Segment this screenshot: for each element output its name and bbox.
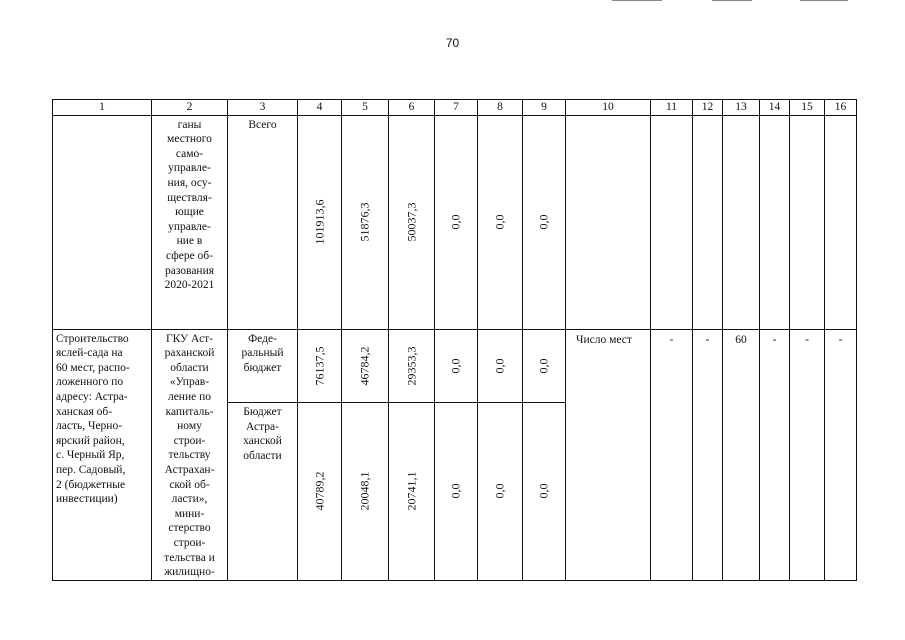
- top-edge-rule: [800, 0, 848, 1]
- column-header: 16: [825, 100, 857, 116]
- indicator-value-cell: -: [790, 329, 825, 580]
- column-header: 8: [478, 100, 523, 116]
- amount-value: 101913,6: [312, 199, 327, 245]
- funding-source-cell: Бюджет Астра- ханской области: [228, 402, 298, 580]
- column-header: 12: [693, 100, 723, 116]
- amount-value: 46784,2: [357, 346, 372, 386]
- indicator-value-cell: [723, 115, 760, 329]
- column-header: 14: [760, 100, 790, 116]
- amount-value: 50037,3: [404, 202, 419, 242]
- amount-value: 0,0: [536, 483, 551, 499]
- indicator-value-cell: -: [693, 329, 723, 580]
- amount-value: 0,0: [492, 358, 507, 374]
- amount-cell: [298, 115, 342, 329]
- column-header: 4: [298, 100, 342, 116]
- budget-table: [52, 99, 857, 581]
- amount-value: 0,0: [448, 358, 463, 374]
- column-header: 11: [651, 100, 693, 116]
- table-row: [53, 115, 857, 329]
- amount-value: 0,0: [448, 483, 463, 499]
- column-header: 13: [723, 100, 760, 116]
- indicator-value-cell: -: [760, 329, 790, 580]
- indicator-value-cell: 60: [723, 329, 760, 580]
- indicator-cell: [566, 115, 651, 329]
- column-header: 2: [152, 100, 228, 116]
- indicator-value-cell: -: [825, 329, 857, 580]
- column-header: 15: [790, 100, 825, 116]
- amount-cell: [298, 402, 342, 580]
- amount-value: 0,0: [448, 214, 463, 230]
- indicator-value-cell: -: [651, 329, 693, 580]
- column-header: 6: [389, 100, 435, 116]
- top-edge-rule: [712, 0, 752, 1]
- column-header: 1: [53, 100, 152, 116]
- amount-cell: [389, 402, 435, 580]
- amount-cell: [478, 329, 523, 402]
- amount-value: 51876,3: [357, 202, 372, 242]
- amount-value: 0,0: [492, 483, 507, 499]
- amount-value: 0,0: [536, 358, 551, 374]
- amount-cell: [478, 115, 523, 329]
- column-header: 10: [566, 100, 651, 116]
- indicator-value-cell: [825, 115, 857, 329]
- amount-value: 0,0: [492, 214, 507, 230]
- amount-cell: [478, 402, 523, 580]
- amount-cell: [523, 402, 566, 580]
- amount-value: 0,0: [536, 214, 551, 230]
- amount-cell: [342, 402, 389, 580]
- amount-value: 20741,1: [404, 471, 419, 511]
- column-header: 7: [435, 100, 478, 116]
- amount-value: 29353,3: [404, 346, 419, 386]
- column-header: 5: [342, 100, 389, 116]
- amount-value: 76137,5: [312, 346, 327, 386]
- column-number-row: [53, 100, 857, 116]
- indicator-value-cell: [693, 115, 723, 329]
- amount-value: 40789,2: [312, 471, 327, 511]
- amount-cell: [435, 329, 478, 402]
- indicator-value-cell: [760, 115, 790, 329]
- amount-cell: [298, 329, 342, 402]
- executor-cell: ганы местного само- управле- ния, осу- ществля- ющие управле- ние в сфере об- разования 2020-2021: [152, 115, 228, 329]
- amount-cell: [342, 329, 389, 402]
- executor-cell: ГКУ Аст- раханской области «Управ- ление по капиталь- ному строи- тельству Астрахан- ской об- ласти», мини- стерство строи- тельства и жилищно-: [152, 329, 228, 580]
- column-header: 9: [523, 100, 566, 116]
- amount-cell: [435, 115, 478, 329]
- object-cell: [53, 115, 152, 329]
- funding-source-cell: Всего: [228, 115, 298, 329]
- column-header: 3: [228, 100, 298, 116]
- amount-cell: [435, 402, 478, 580]
- indicator-value-cell: [651, 115, 693, 329]
- top-edge-rule: [612, 0, 662, 1]
- amount-cell: [523, 115, 566, 329]
- indicator-value-cell: [790, 115, 825, 329]
- amount-cell: [389, 115, 435, 329]
- indicator-cell: Число мест: [566, 329, 651, 580]
- amount-value: 20048,1: [357, 471, 372, 511]
- page-number: 70: [445, 36, 460, 50]
- table-row: [53, 329, 857, 402]
- funding-source-cell: Феде- ральный бюджет: [228, 329, 298, 402]
- amount-cell: [342, 115, 389, 329]
- object-cell: Строительство яслей-сада на 60 мест, распо- ложенного по адресу: Астра- ханская об- ласть, Черно- ярский район, с. Черный Яр, пер. Садовый, 2 (бюджетные инвестиции): [53, 329, 152, 580]
- amount-cell: [389, 329, 435, 402]
- amount-cell: [523, 329, 566, 402]
